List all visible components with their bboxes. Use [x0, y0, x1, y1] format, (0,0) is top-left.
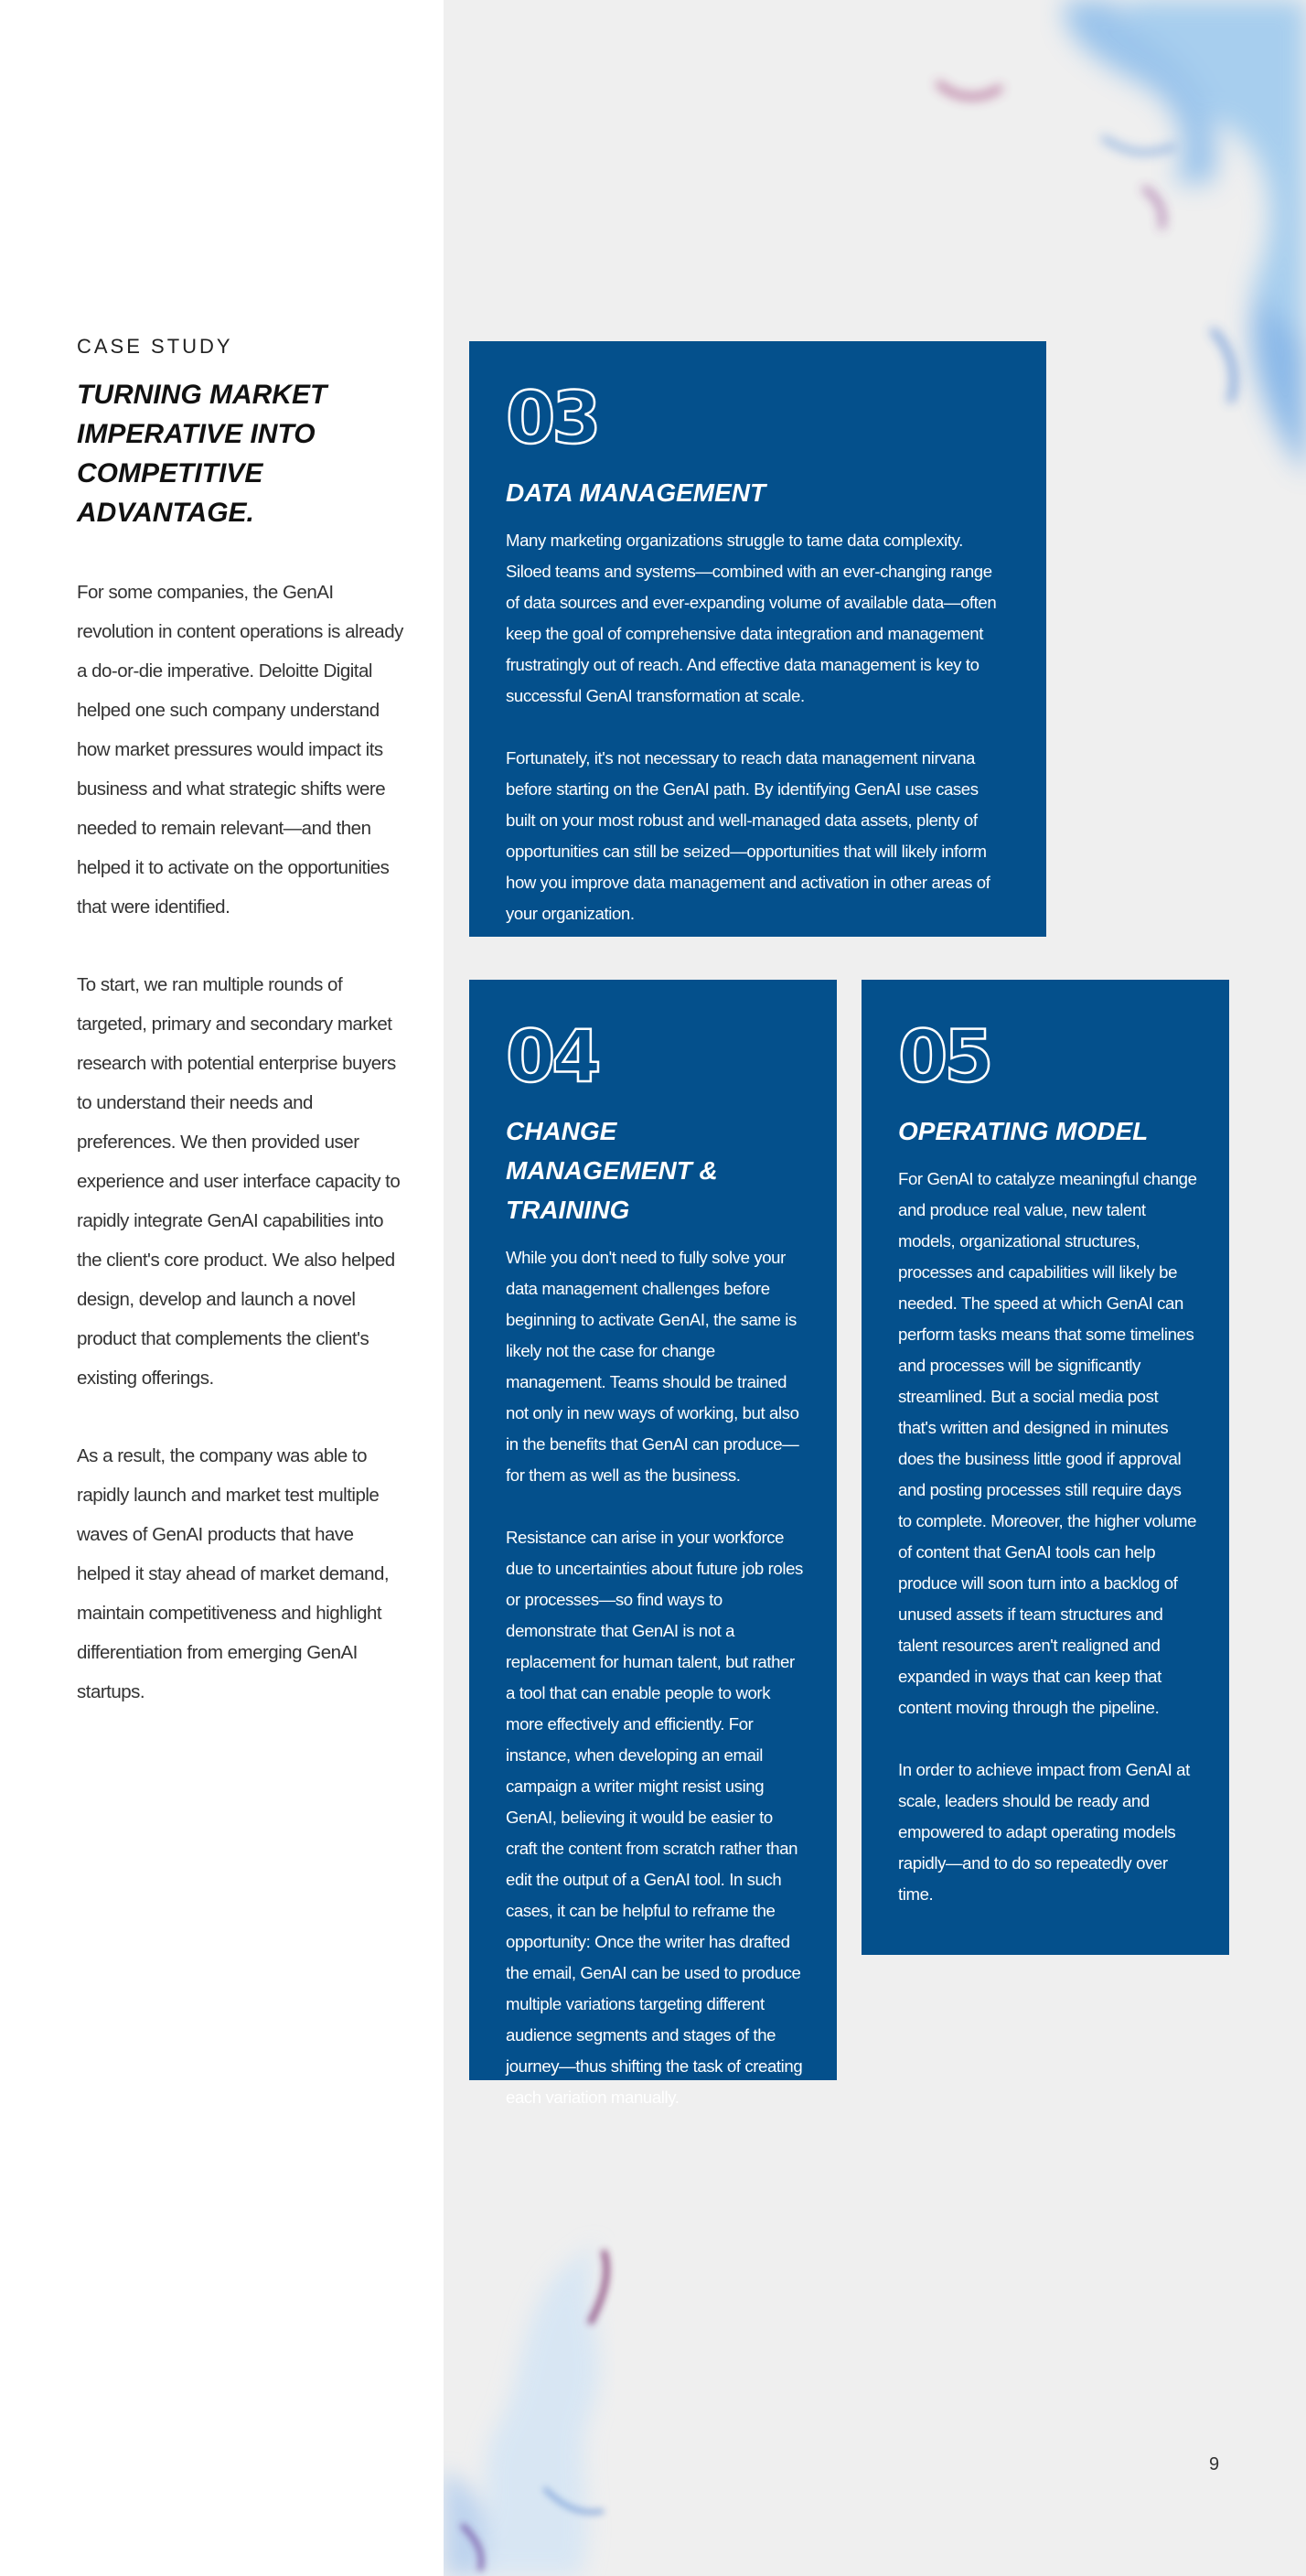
card-number-05: 05	[898, 1016, 990, 1099]
card-paragraph: While you don't need to fully solve your data management challenges before beginning to activate GenAI, the same is likely not the case for change management. Teams should be trained not only in new ways of working, but also in the benefits that GenAI can produce—for them as well as the business.	[506, 1248, 799, 1485]
card-operating-model	[862, 980, 1229, 1955]
smoke-decoration-bottom	[444, 2214, 736, 2576]
card-paragraph: Resistance can arise in your workforce due to uncertainties about future job roles or processes—so find ways to demonstrate that GenAI is not a replacement for human talent, but rather a tool that can enable people to work more effectively and efficiently. For instance, when developing an email campaign a writer might resist using GenAI, believing it would be easier to craft the content from scratch rather than edit the output of a GenAI tool. In such cases, it can be helpful to reframe the opportunity: Once the writer has drafted the email, GenAI can be used to produce multiple variations targeting different audience segments and stages of the journey—thus shifting the task of creating each variation manually.	[506, 1528, 803, 2107]
case-study-title: TURNING MARKET IMPERATIVE INTO COMPETITIVE ADVANTAGE.	[77, 380, 327, 528]
page-number: 9	[1209, 2454, 1220, 2474]
case-study-column	[77, 335, 406, 1750]
case-study-paragraph-2: To start, we ran multiple rounds of targeted, primary and secondary market research with potential enterprise buyers to understand their needs and preferences. We then provided user experience and user interface capacity to rapidly integrate GenAI capabilities into the client's core product. We also helped design, develop and launch a novel product that complements the client's existing offerings.	[77, 974, 401, 1389]
card-paragraph: Many marketing organizations struggle to tame data complexity. Siloed teams and systems—combined with an ever-changing range of data sources and ever-expanding volume of available data—often keep the goal of comprehensive data integration and management frustratingly out of reach. And effective data management is key to successful GenAI transformation at scale.	[506, 531, 997, 705]
card-number-03: 03	[506, 378, 598, 460]
card-paragraph: For GenAI to catalyze meaningful change and produce real value, new talent models, organizational structures, processes and capabilities will likely be needed. The speed at which GenAI can perform tasks means that some timelines and processes will be significantly streamlined. But a social media post that's written and designed in minutes does the business little good if approval and posting processes still require days to complete. Moreover, the higher volume of content that GenAI tools can help produce will soon turn into a backlog of unused assets if team structures and talent resources aren't realigned and expanded in ways that can keep that content moving through the pipeline.	[898, 1169, 1197, 1717]
card-change-management	[469, 980, 837, 2107]
card-title-data-management: DATA MANAGEMENT	[506, 478, 766, 507]
case-study-label: CASE STUDY	[77, 335, 233, 358]
card-title-operating-model: OPERATING MODEL	[898, 1117, 1149, 1145]
case-study-paragraph-3: As a result, the company was able to rapidly launch and market test multiple waves of GenAI products that have helped it stay ahead of market demand, maintain competitiveness and highlight differentiation from emerging GenAI startups.	[77, 1445, 390, 1702]
card-title-change-management: CHANGE MANAGEMENT & TRAINING	[506, 1117, 718, 1224]
card-number-04: 04	[506, 1016, 598, 1099]
case-study-paragraph-1: For some companies, the GenAI revolution in content operations is already a do-or-die imperative. Deloitte Digital helped one such company understand how market pressures would impact its business and what strategic shifts were needed to remain relevant—and then helped it to activate on the opportunities that were identified.	[77, 582, 403, 918]
card-paragraph: In order to achieve impact from GenAI at scale, leaders should be ready and empowered to adapt operating models rapidly—and to do so repeatedly over time.	[898, 1760, 1190, 1904]
card-data-management	[469, 341, 1046, 937]
card-paragraph: Fortunately, it's not necessary to reach data management nirvana before starting on the GenAI path. By identifying GenAI use cases built on your most robust and well-managed data assets, plenty of opportunities can still be seized—opportunities that will likely inform how you improve data management and activation in other areas of your organization.	[506, 748, 990, 923]
